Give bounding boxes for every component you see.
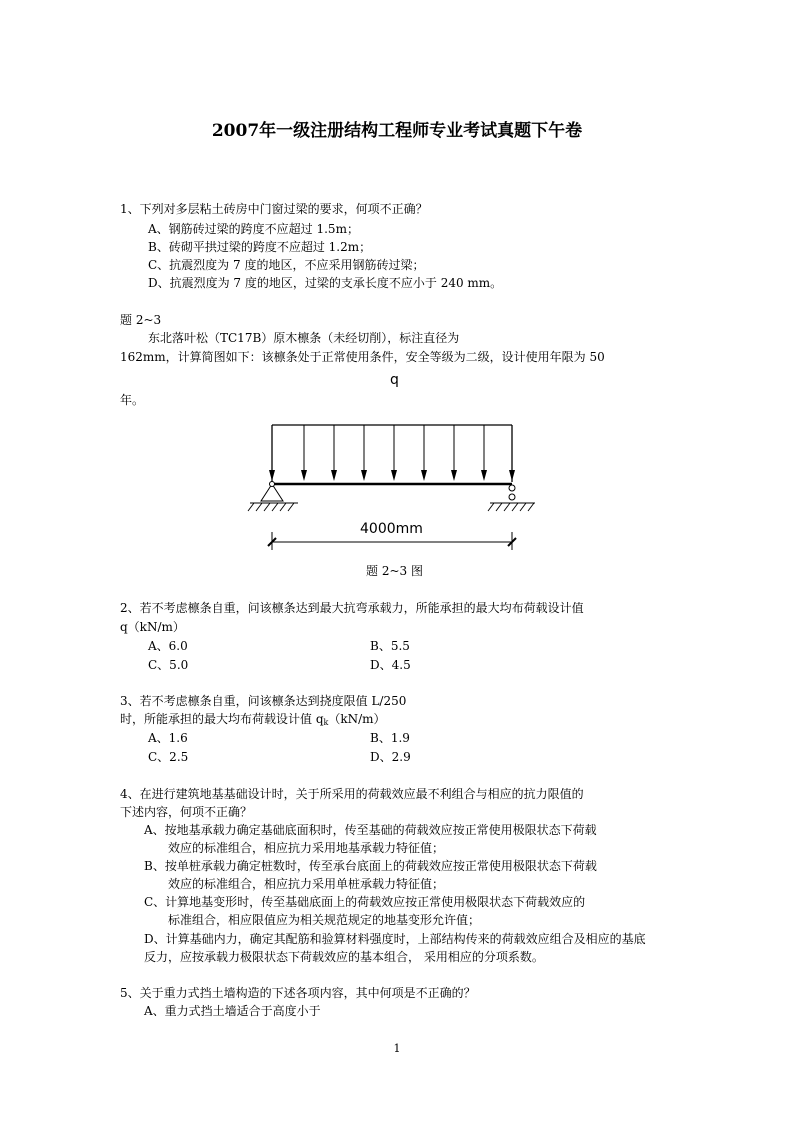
q2-stem-2: q（kN/m） [120,620,185,634]
q5-option-a: A、重力式挡土墙适合于高度小于 [144,1004,321,1018]
load-arrow [391,425,397,481]
load-arrow [481,425,487,481]
q3-option-c: C、2.5 [148,750,189,764]
q2-option-d: D、4.5 [370,658,411,672]
load-arrow [509,425,515,481]
q1-option-b: B、砖砌平拱过梁的跨度不应超过 1.2m； [148,240,372,254]
figure-caption: 题 2~3 图 [366,564,423,578]
left-pin [270,482,275,487]
load-arrow [451,425,457,481]
load-arrow [269,425,275,481]
load-arrow [331,425,337,481]
q1-option-c: C、抗震烈度为 7 度的地区，不应采用钢筋砖过梁； [148,258,425,272]
q4-option-b-1: B、按单桩承载力确定桩数时，传至承台底面上的荷载效应按正常使用极限状态下荷载 [144,859,597,873]
q3-stem-2: 时，所能承担的最大均布荷载设计值 $q_k(kN/m)$ [120,712,386,727]
page-number: 1 [393,1042,401,1055]
q4-option-b-2: 效应的标准组合，相应抗力采用单桩承载力特征值； [168,877,445,891]
q4-option-a-1: A、按地基承载力确定基础底面积时，传至基础的荷载效应按正常使用极限状态下荷载 [144,823,597,837]
q4-option-a-2: 效应的标准组合，相应抗力采用地基承载力特征值； [168,841,445,855]
load-arrows [269,425,515,481]
q4-stem-2: 下述内容，何项不正确？ [120,805,253,819]
q2-option-c: C、5.0 [148,658,189,672]
load-label: q [390,372,399,388]
q4-option-c-1: C、计算地基变形时，传至基础底面上的荷载效应按正常使用极限状态下荷载效应的 [144,895,586,909]
right-roller [509,485,515,491]
load-arrow [361,425,367,481]
q4-option-c-2: 标准组合，相应限值应为相关规范规定的地基变形允许值； [168,913,481,927]
q5-stem: 5、关于重力式挡土墙构造的下述各项内容，其中何项是不正确的？ [120,986,476,1000]
q4-stem-1: 4、在进行建筑地基基础设计时，关于所采用的荷载效应最不利组合与相应的抗力限值的 [120,787,584,801]
q3-option-b: B、1.9 [370,731,410,745]
q2-option-b: B、5.5 [370,639,410,653]
beam-diagram [240,370,560,580]
q3-option-a: A、1.6 [148,731,188,745]
q3-option-d: D、2.9 [370,750,411,764]
intro-line-3: 年。 [120,393,145,407]
q2-option-a: A、6.0 [148,639,188,653]
intro-heading: 题 2~3 [120,313,162,327]
page-title: 2007年一级注册结构工程师专业考试真题下午卷 [211,121,583,141]
left-hatching [248,503,294,511]
intro-line-2: 162mm，计算简图如下：该檩条处于正常使用条件，安全等级为二级，设计使用年限为 50 [120,350,605,364]
q2-stem-1: 2、若不考虑檩条自重，问该檩条达到最大抗弯承载力，所能承担的最大均布荷载设计值 [120,601,584,615]
load-arrow [301,425,307,481]
right-roller-2 [509,494,515,500]
q1-option-a: A、钢筋砖过梁的跨度不应超过 1.5m； [148,222,359,236]
q1-stem: 1、下列对多层粘土砖房中门窗过梁的要求，何项不正确？ [120,202,428,216]
right-hatching [488,503,534,511]
q4-option-d-2: 反力，应按承载力极限状态下荷载效应的基本组合， 采用相应的分项系数。 [144,950,544,964]
q3-stem-1: 3、若不考虑檩条自重，问该檩条达到挠度限值 L/250 [120,694,407,708]
span-label: 4000mm [360,521,423,537]
intro-line-1: 东北落叶松（TC17B）原木檩条（未经切削），标注直径为 [148,331,460,345]
q1-option-d: D、抗震烈度为 7 度的地区，过梁的支承长度不应小于 240 mm。 [148,276,503,290]
q4-option-d-1: D、计算基础内力，确定其配筋和验算材料强度时，上部结构传来的荷载效应组合及相应的基底 [144,932,646,946]
load-arrow [421,425,427,481]
